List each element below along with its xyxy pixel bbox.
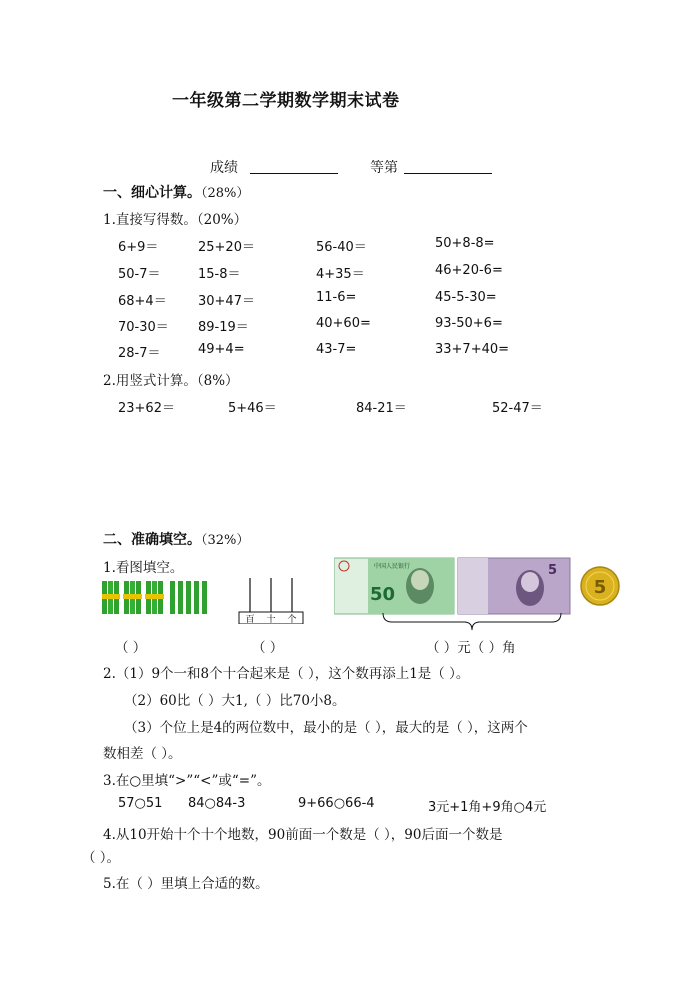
- five-yuan-value: 5: [548, 563, 558, 578]
- q1-label: 1.看图填空。: [103, 560, 184, 576]
- question-5: 5.在（ ）里填上合适的数。: [103, 876, 269, 892]
- fifty-yuan-note: [334, 558, 454, 614]
- question-2-1: 2.（1）9个一和8个十合起来是（ ），这个数再添上1是（ ）。: [103, 666, 470, 682]
- bank-name-text: 中国人民银行: [374, 563, 411, 570]
- calc-item: 43-7=: [316, 342, 357, 357]
- money-image: [334, 556, 624, 616]
- compare-item: 9+66○66-4: [298, 796, 375, 811]
- single-sticks: [170, 581, 207, 614]
- abacus-label-ones: 个: [287, 615, 297, 624]
- question-2-2: （2）60比（ ）大1,（ ）比70小8。: [124, 693, 346, 709]
- compare-item: 57○51: [118, 796, 163, 811]
- calc-item: 50+8-8=: [435, 236, 495, 251]
- part1-label: 1.直接写得数。（20%）: [103, 212, 248, 228]
- grade-blank[interactable]: [404, 159, 492, 174]
- money-brace: [382, 612, 562, 632]
- part2-label: 2.用竖式计算。（8%）: [103, 373, 239, 389]
- five-jiao-coin: [581, 567, 619, 605]
- vertical-calc-item: 84-21＝: [356, 401, 407, 416]
- compare-item: 3元+1角+9角○4元: [428, 800, 547, 815]
- score-blank[interactable]: [250, 159, 338, 174]
- vertical-calc-item: 5+46＝: [228, 401, 277, 416]
- calc-item: 46+20-6=: [435, 263, 503, 278]
- abacus-image: [236, 576, 306, 624]
- fifty-yuan-value: 50: [370, 584, 396, 605]
- question-2-3-cont: 数相差（ ）。: [103, 746, 182, 762]
- compare-item: 84○84-3: [188, 796, 246, 811]
- coin-value: 5: [593, 577, 607, 598]
- calc-item: 50-7＝: [118, 267, 161, 282]
- calc-item: 89-19＝: [198, 320, 249, 335]
- section1-percent: （28%）: [201, 186, 250, 201]
- counting-sticks-image: [102, 578, 210, 616]
- question-2-3: （3）个位上是4的两位数中，最小的是（ ），最大的是（ ），这两个: [124, 720, 528, 736]
- calc-item: 70-30＝: [118, 320, 169, 335]
- blank-abacus[interactable]: （ ）: [252, 640, 284, 656]
- stick-bundle: [145, 581, 164, 614]
- calc-item: 15-8＝: [198, 267, 241, 282]
- calc-item: 45-5-30=: [435, 290, 497, 305]
- calc-item: 11-6=: [316, 290, 357, 305]
- vertical-calc-item: 52-47＝: [492, 401, 543, 416]
- score-field: [210, 157, 338, 177]
- question-4-cont: （ ）。: [82, 850, 121, 866]
- section2-percent: （32%）: [201, 533, 250, 548]
- page-title: 一年级第二学期数学期末试卷: [172, 91, 400, 111]
- section1-title: 一、细心计算。: [103, 185, 201, 201]
- calc-item: 28-7＝: [118, 346, 161, 361]
- calc-item: 49+4=: [198, 342, 245, 357]
- blank-sticks[interactable]: （ ）: [115, 640, 147, 656]
- grade-label: 等第: [370, 160, 398, 176]
- calc-item: 6+9＝: [118, 240, 159, 255]
- score-label: 成绩: [210, 160, 238, 176]
- calc-item: 4+35＝: [316, 267, 365, 282]
- calc-item: 93-50+6=: [435, 316, 503, 331]
- calc-item: 30+47＝: [198, 294, 255, 309]
- calc-item: 56-40＝: [316, 240, 367, 255]
- five-yuan-note: [458, 558, 570, 614]
- vertical-calc-item: 23+62＝: [118, 401, 175, 416]
- section2-title: 二、准确填空。: [103, 532, 201, 548]
- calc-item: 68+4＝: [118, 294, 167, 309]
- question-3-label: 3.在○里填“>”“<”或“=”。: [103, 773, 271, 789]
- abacus-label-hundreds: 百: [245, 615, 255, 624]
- abacus-label-tens: 十: [266, 615, 276, 624]
- question-4: 4.从10开始十个十个地数，90前面一个数是（ ），90后面一个数是: [103, 827, 503, 843]
- calc-item: 33+7+40=: [435, 342, 510, 357]
- section2-heading: [103, 529, 249, 549]
- section1-heading: [103, 182, 249, 202]
- stick-bundle: [102, 581, 120, 614]
- calc-item: 25+20＝: [198, 240, 255, 255]
- grade-field: [370, 157, 492, 177]
- blank-money[interactable]: （ ）元（ ）角: [426, 640, 516, 656]
- calc-item: 40+60=: [316, 316, 371, 331]
- stick-bundle: [123, 581, 142, 614]
